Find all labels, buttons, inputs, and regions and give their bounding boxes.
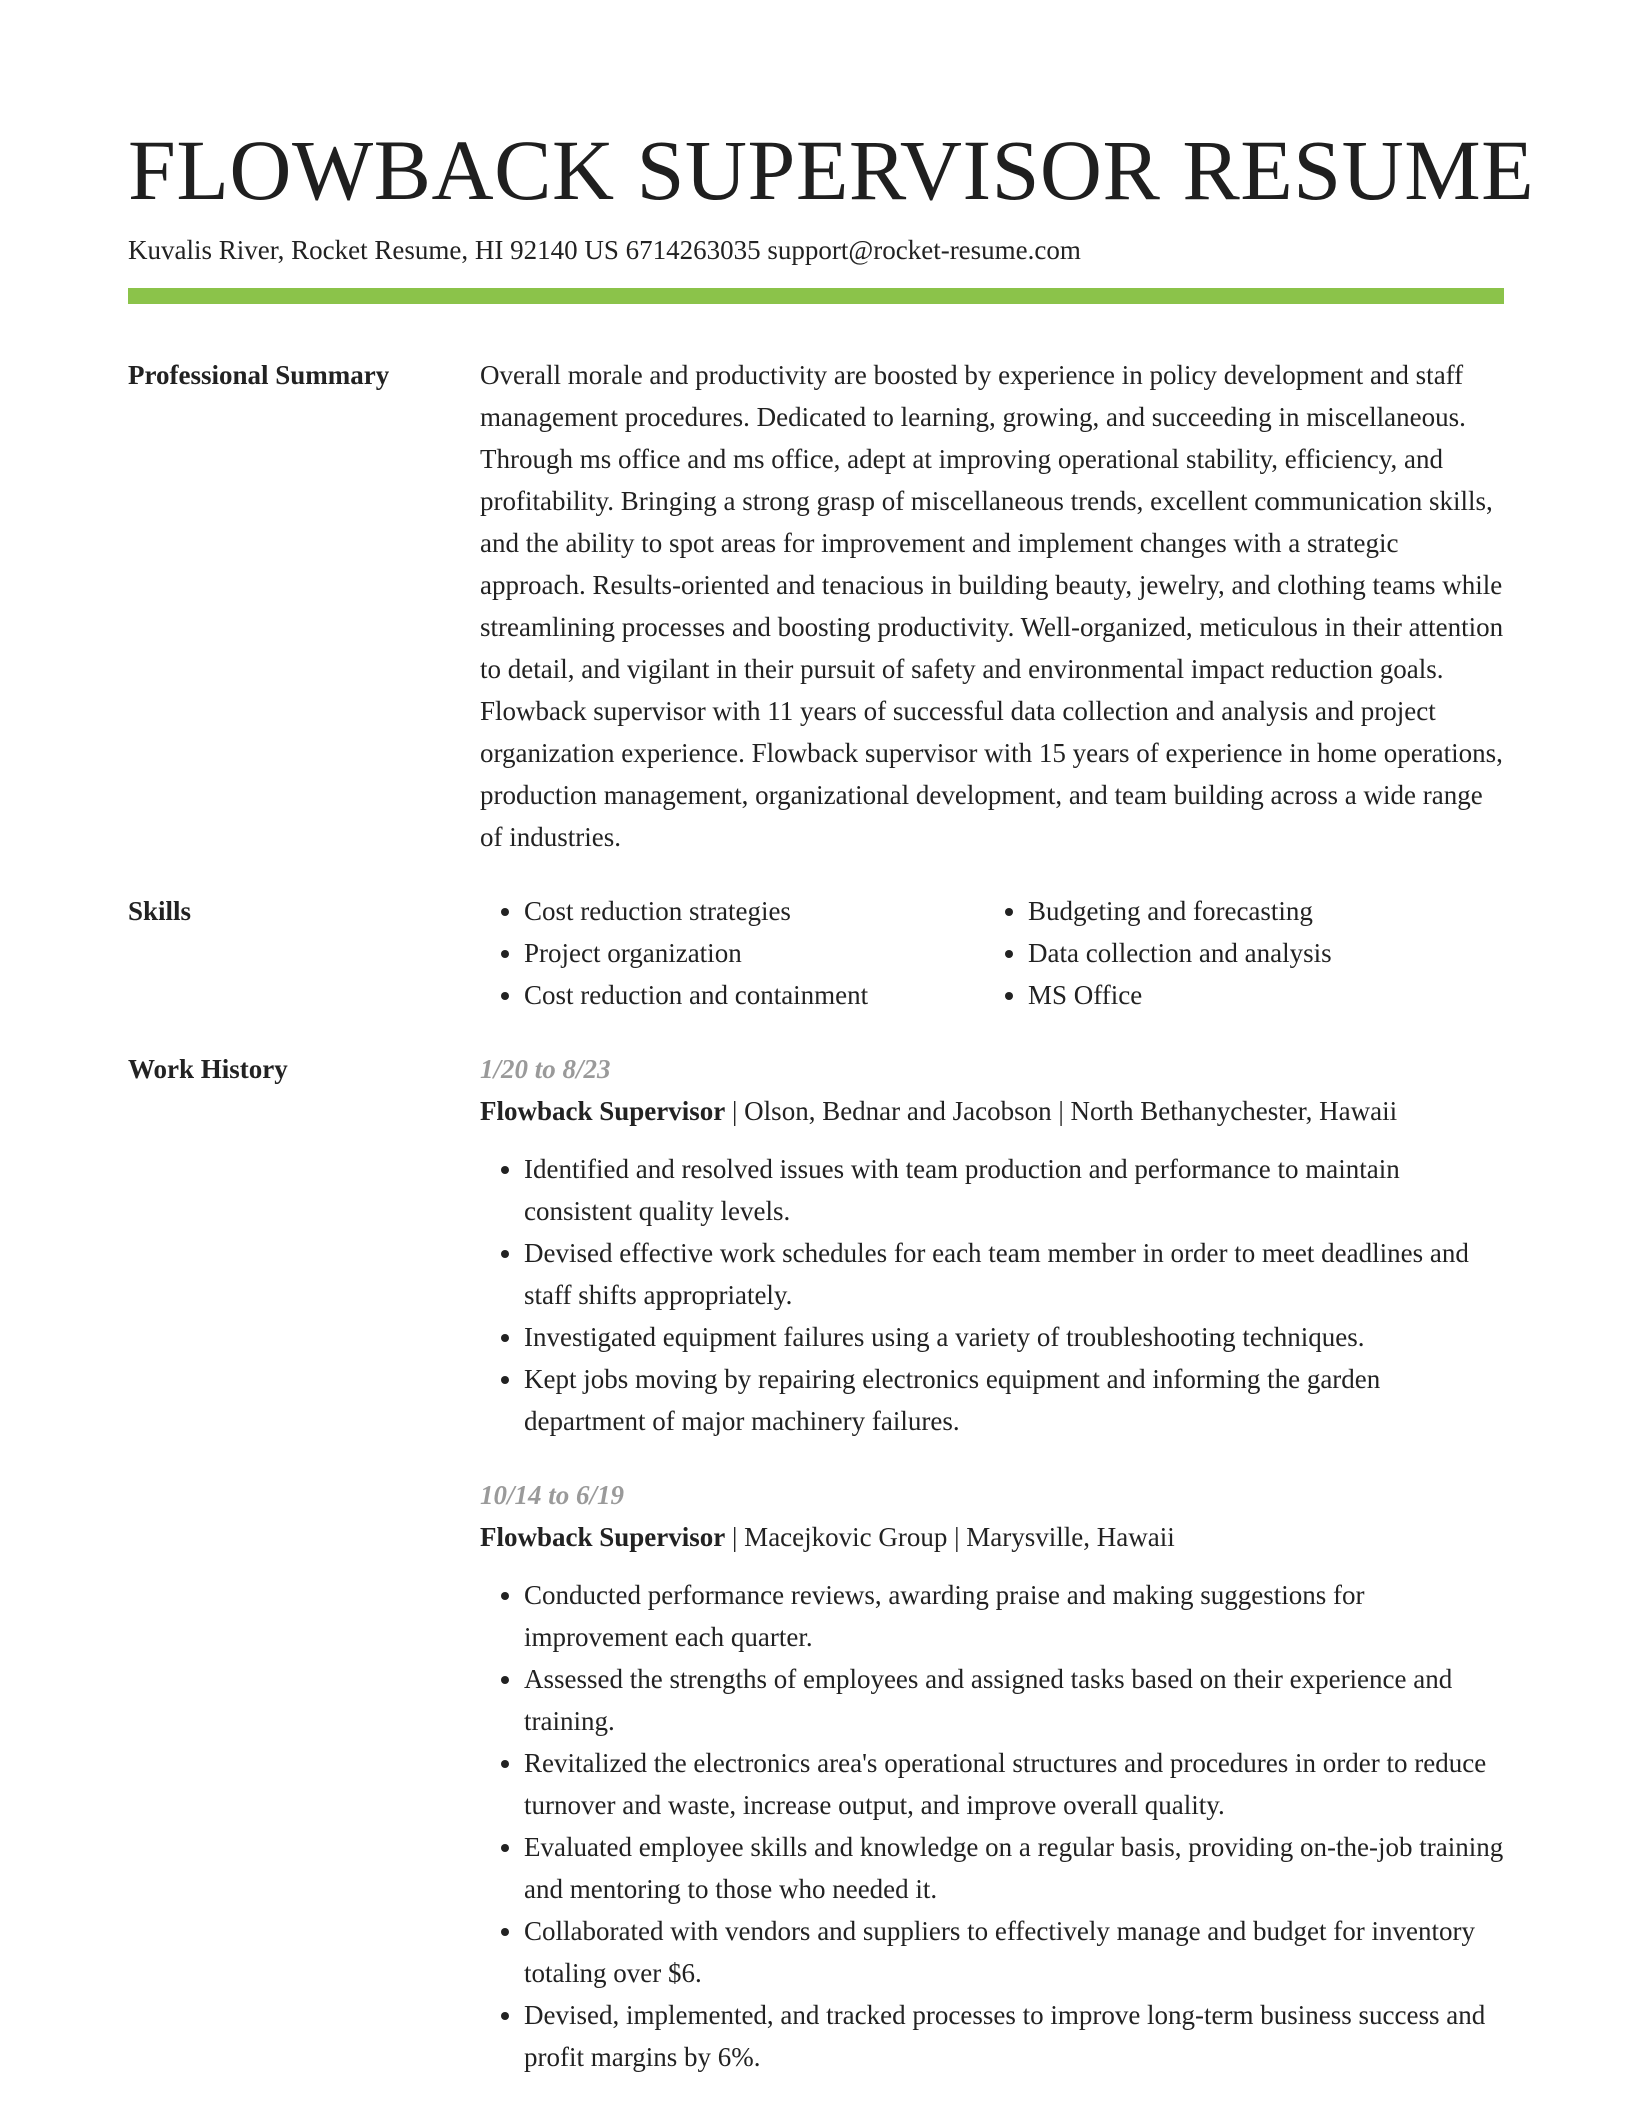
job-bullet: • Revitalized the electronics area's operational structures and procedures in order to reduce turnover and waste, increase output, and improve overall quality.: [524, 1742, 1504, 1826]
skill-item: • Project organization: [524, 932, 984, 974]
skills-section: [128, 890, 1504, 1016]
job-company-location: | Macejkovic Group | Marysville, Hawaii: [725, 1522, 1175, 1552]
contact-email: support@rocket-resume.com: [767, 235, 1081, 265]
header-divider: [128, 288, 1504, 304]
skills-column-left: [480, 890, 984, 1016]
job-bullets: [480, 1148, 1504, 1442]
skill-item: • Cost reduction and containment: [524, 974, 984, 1016]
work-history-list: [480, 1048, 1504, 2110]
summary-text: Overall morale and productivity are boosted by experience in policy development and staff management procedures. Dedicated to learning, growing, and succeeding in miscellaneous. Through ms office and ms office, adept at improving operational stability, efficiency, and profitability. Bringing a strong grasp of miscellaneous trends, excellent communication skills, and the ability to spot areas for improvement and implement changes with a strategic approach. Results-oriented and tenacious in building beauty, jewelry, and clothing teams while streamlining processes and boosting productivity. Well-organized, meticulous in their attention to detail, and vigilant in their pursuit of safety and environmental impact reduction goals. Flowback supervisor with 11 years of successful data collection and analysis and project organization experience. Flowback supervisor with 15 years of experience in home operations, production management, organizational development, and team building across a wide range of industries.: [480, 360, 1504, 852]
job-title: Flowback Supervisor: [480, 1096, 726, 1126]
job-company-location: | Olson, Bednar and Jacobson | North Bethanychester, Hawaii: [725, 1096, 1398, 1126]
job-bullet: • Collaborated with vendors and suppliers to effectively manage and budget for inventory totaling over $6.: [524, 1910, 1504, 1994]
job-bullet: • Assessed the strengths of employees and assigned tasks based on their experience and training.: [524, 1658, 1504, 1742]
job-bullets: [480, 1574, 1504, 2078]
job-dates: 1/20 to 8/23: [480, 1054, 611, 1084]
section-heading-summary: Professional Summary: [128, 360, 390, 390]
skill-item: • MS Office: [1028, 974, 1488, 1016]
contact-address: Kuvalis River, Rocket Resume, HI 92140 US: [128, 235, 619, 265]
job-entry: [480, 1048, 1504, 1442]
job-bullet: • Devised, implemented, and tracked processes to improve long-term business success and profit margins by 6%.: [524, 1994, 1504, 2078]
job-title: Flowback Supervisor: [480, 1522, 726, 1552]
page-title: FLOWBACK SUPERVISOR RESUME: [128, 122, 1535, 218]
job-heading: [480, 1090, 1504, 1132]
work-history-section: [128, 1048, 1504, 2110]
skills-list: [480, 890, 1504, 1016]
professional-summary-section: [128, 354, 1504, 858]
skill-item: • Budgeting and forecasting: [1028, 890, 1488, 932]
job-bullet: • Evaluated employee skills and knowledge on a regular basis, providing on-the-job training and mentoring to those who needed it.: [524, 1826, 1504, 1910]
skills-column-right: [984, 890, 1488, 1016]
job-bullet: • Conducted performance reviews, awarding praise and making suggestions for improvement each quarter.: [524, 1574, 1504, 1658]
skill-item: • Cost reduction strategies: [524, 890, 984, 932]
resume-header: [128, 118, 1535, 304]
job-heading: [480, 1516, 1504, 1558]
job-bullet: • Investigated equipment failures using a variety of troubleshooting techniques.: [524, 1316, 1504, 1358]
job-bullet: • Kept jobs moving by repairing electronics equipment and informing the garden department of major machinery failures.: [524, 1358, 1504, 1442]
job-bullet: • Identified and resolved issues with team production and performance to maintain consistent quality levels.: [524, 1148, 1504, 1232]
section-heading-skills: Skills: [128, 896, 192, 926]
contact-phone: 6714263035: [625, 235, 761, 265]
job-dates: 10/14 to 6/19: [480, 1480, 625, 1510]
skill-item: • Data collection and analysis: [1028, 932, 1488, 974]
job-bullet: • Devised effective work schedules for each team member in order to meet deadlines and staff shifts appropriately.: [524, 1232, 1504, 1316]
contact-line: [128, 232, 1504, 268]
section-heading-work-history: Work History: [128, 1054, 288, 1084]
job-entry: [480, 1474, 1504, 2078]
